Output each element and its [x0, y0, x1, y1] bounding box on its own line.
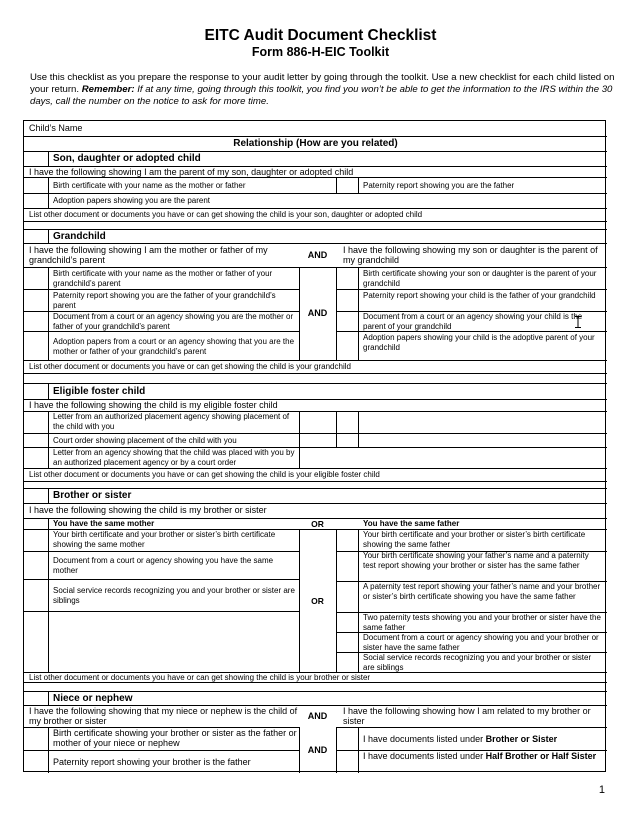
foster-item: Court order showing placement of the child with you [53, 436, 237, 445]
son-adoption-papers: Adoption papers showing you are the parent [53, 196, 210, 205]
intro-text-1: Use this checklist as you prepare the response to your audit letter by going through the toolkit. Use a new checklist for each child listed on your return. [30, 72, 615, 95]
grandchild-right-item: Paternity report showing your child is the father of your grandchild [363, 291, 596, 300]
same-father-item: Document from a court or agency showing you and your brother or sister have the same father [363, 633, 599, 652]
same-father-heading: You have the same father [363, 519, 460, 528]
son-list-other: List other document or documents you have or can get showing the child is your son, daughter or adopted child [29, 210, 423, 219]
sibling-section-heading: Brother or sister [53, 490, 132, 501]
niece-left-item: Birth certificate showing your brother or sister as the father or mother of your niece or nephew [53, 728, 297, 748]
foster-item: Letter from an agency showing that the child was placed with you by an authorized placement agency or by a court order [53, 448, 295, 467]
sibling-list-other: List other document or documents you have or can get showing the child is your brother or sister [29, 673, 371, 682]
checklist-table [23, 120, 606, 772]
niece-section-heading: Niece or nephew [53, 693, 133, 704]
page-number: 1 [598, 784, 605, 796]
childs-name-label: Child’s Name [29, 123, 83, 133]
foster-item: Letter from an authorized placement agency showing placement of the child with you [53, 412, 290, 431]
same-father-item: A paternity test report showing your father’s name and your brother or sister’s birth certificate showing you have the same father [363, 582, 601, 601]
same-father-item: Your birth certificate showing your father’s name and a paternity test report showing your brother or sister has the same father [363, 551, 589, 570]
niece-right-item-1-text: I have documents listed under [363, 734, 486, 744]
grandchild-and-label-2: AND [307, 308, 328, 318]
same-mother-heading: You have the same mother [53, 519, 155, 528]
grandchild-left-intro: I have the following showing I am the mother or father of my grandchild’s parent [29, 245, 268, 265]
son-birth-certificate: Birth certificate with your name as the mother or father [53, 181, 246, 190]
grandchild-left-item: Paternity report showing you are the father of your grandchild’s parent [53, 291, 276, 310]
niece-and-label-2: AND [307, 745, 328, 755]
grandchild-and-label: AND [307, 250, 328, 260]
son-section-heading: Son, daughter or adopted child [53, 153, 201, 164]
grandchild-right-item: Document from a court or an agency showing your child is the parent of your grandchild [363, 312, 583, 331]
same-mother-item: Document from a court or agency showing you have the same mother [53, 556, 274, 575]
same-father-item: Social service records recognizing you and your brother or sister are siblings [363, 653, 592, 672]
grandchild-list-other: List other document or documents you have or can get showing the child is your grandchild [29, 362, 351, 371]
grandchild-right-item: Birth certificate showing your son or daughter is the parent of your grandchild [363, 269, 597, 288]
son-paternity-report: Paternity report showing you are the father [363, 181, 515, 190]
niece-and-label: AND [307, 711, 328, 721]
grandchild-right-item: Adoption papers showing your child is the adoptive parent of your grandchild [363, 333, 595, 352]
same-father-item: Two paternity tests showing you and your brother or sister have the same father [363, 613, 601, 632]
niece-left-item: Paternity report showing your brother is the father [53, 757, 251, 767]
son-intro: I have the following showing I am the parent of my son, daughter or adopted child [29, 167, 354, 177]
niece-right-item-1-bold: Brother or Sister [485, 734, 558, 744]
page-title: EITC Audit Document Checklist [204, 27, 437, 44]
grandchild-left-item: Adoption papers from a court or an agency showing that you are the mother or father of your grandchild’s parent [53, 337, 295, 356]
grandchild-section-heading: Grandchild [53, 231, 106, 242]
same-mother-item: Your birth certificate and your brother or sister’s birth certificate showing the same mother [53, 530, 276, 549]
page-subtitle: Form 886-H-EIC Toolkit [251, 45, 390, 59]
niece-right-item-2 [363, 751, 603, 761]
sibling-or-label: OR [311, 519, 324, 529]
same-mother-item: Social service records recognizing you and your brother or sister are siblings [53, 586, 295, 605]
niece-left-intro: I have the following showing that my niece or nephew is the child of my brother or sister [29, 706, 298, 726]
foster-section-heading: Eligible foster child [53, 386, 146, 397]
grandchild-left-item: Document from a court or an agency showing you are the mother or father of your grandchild’s parent [53, 312, 294, 331]
same-father-item: Your birth certificate and your brother or sister’s birth certificate showing the same father [363, 530, 586, 549]
relationship-heading: Relationship (How are you related) [233, 138, 398, 149]
grandchild-right-intro: I have the following showing my son or daughter is the parent of my grandchild [343, 245, 598, 265]
niece-right-item-2-bold: Half Brother or Half Sister [485, 751, 597, 761]
foster-intro: I have the following showing the child is my eligible foster child [29, 400, 278, 410]
text-cursor-icon [574, 316, 582, 330]
niece-right-item-2-text: I have documents listed under [363, 751, 486, 761]
intro-text-2: If at any time, going through this toolkit, you find you won’t be able to get the information to the IRS within the 30 days, call the number on the notice to ask for more time. [30, 84, 613, 107]
remember-label: Remember: [81, 84, 135, 95]
sibling-or-label-2: OR [311, 596, 324, 606]
sibling-intro: I have the following showing the child is my brother or sister [29, 505, 267, 515]
grandchild-left-item: Birth certificate with your name as the mother or father of your grandchild’s parent [53, 269, 273, 288]
foster-list-other: List other document or documents you have or can get showing the child is your eligible foster child [29, 470, 380, 479]
niece-right-intro: I have the following showing how I am related to my brother or sister [343, 706, 591, 726]
intro-paragraph [30, 72, 620, 108]
niece-right-item-1 [363, 734, 557, 744]
